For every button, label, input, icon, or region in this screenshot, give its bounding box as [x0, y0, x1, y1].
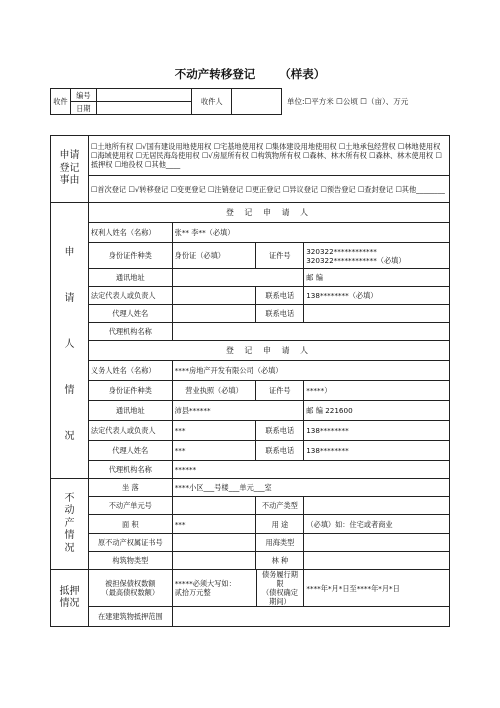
party1-legal-value[interactable]: [172, 287, 256, 305]
use-value[interactable]: （必填）如：住宅或者商业: [304, 515, 450, 534]
vertical-char: 况: [64, 430, 75, 442]
party2-legal-label: 法定代表人或负责人: [88, 421, 172, 441]
period-label: [256, 570, 304, 607]
use-label: 用 途: [256, 515, 304, 534]
area-label: 面 积: [88, 515, 172, 534]
vertical-char: 情: [64, 384, 75, 396]
application-label-line: 登记: [59, 162, 80, 174]
property-label-char: 情: [64, 530, 75, 542]
party2-name-label: 义务人姓名（名称）: [88, 361, 172, 381]
receiver-field[interactable]: [232, 89, 282, 115]
party2-legal-value[interactable]: ***: [172, 421, 256, 441]
party2-postcode-value: 221600: [325, 406, 353, 415]
party2-postcode-label: 邮 编: [306, 406, 323, 415]
party1-id-no-value[interactable]: [304, 243, 450, 269]
property-table: [50, 478, 450, 570]
tree-label: 林 种: [256, 552, 304, 570]
orig-cert-value[interactable]: [172, 534, 256, 552]
party1-id-no-line: 320322************（必填）: [306, 255, 406, 265]
party1-phone-value[interactable]: 138********（必填）: [304, 287, 450, 305]
date-label: 日期: [70, 102, 96, 115]
number-field[interactable]: [96, 89, 192, 102]
party1-legal-label: 法定代表人或负责人: [88, 287, 172, 305]
amount-label: [88, 570, 172, 607]
application-label-line: 申请: [59, 150, 80, 162]
party1-id-type-value[interactable]: 身份证（必填）: [172, 243, 256, 269]
area-value[interactable]: ***: [172, 515, 256, 534]
party1-agent-phone-value[interactable]: [304, 305, 450, 323]
party2-address-value[interactable]: 沛县******: [172, 401, 304, 421]
application-label-line: 事由: [59, 175, 80, 187]
amount-label-line: （最高债权数额）: [101, 588, 160, 597]
sea-use-value[interactable]: [304, 534, 450, 552]
amount-value-line: 贰拾万元整: [174, 588, 211, 597]
vertical-char: 请: [64, 292, 75, 304]
party1-postcode-label: 邮 编: [306, 273, 323, 282]
amount-label-line: 被担保债权数额: [105, 579, 156, 588]
receipt-table: [50, 88, 282, 115]
property-label-char: 况: [64, 542, 75, 554]
period-value[interactable]: ****年*月*日至****年*月*日: [304, 570, 450, 607]
party1-name-value[interactable]: 张** 李**（必填）: [172, 223, 449, 243]
property-label-char: 产: [64, 517, 75, 529]
party2-agent-phone-label: 联系电话: [256, 441, 304, 461]
vertical-char: 人: [64, 338, 75, 350]
orig-cert-label: 原不动产权属证书号: [88, 534, 172, 552]
party2-header: 登 记 申 请 人: [88, 341, 449, 361]
mortgage-vertical-label: [51, 570, 89, 627]
party2-id-type-value[interactable]: 营业执照（必填）: [172, 381, 256, 401]
party2-agency-value[interactable]: ******: [172, 461, 449, 479]
unit-no-label: 不动产单元号: [88, 497, 172, 515]
rights-options[interactable]: ☐土地所有权 ☐√国有建设用地使用权 ☐宅基地使用权 ☐集体建设用地使用权 ☐土地承包经营权 ☐林地使用权 ☐海域使用权 ☐无居民海岛使用权 ☐√房屋所有权 ☐构筑物所有权 ☐森林、林木所有权 ☐森林、林木使用权 ☐抵押权 ☐地役权 ☐其他____: [88, 136, 449, 176]
receiver-label: 收件人: [192, 89, 232, 115]
party1-agent-value[interactable]: [172, 305, 256, 323]
date-field[interactable]: [96, 102, 192, 115]
party1-header: 登 记 申 请 人: [88, 203, 449, 223]
mortgage-table: [50, 569, 450, 627]
party1-postcode[interactable]: [304, 269, 450, 287]
party1-agent-phone-label: 联系电话: [256, 305, 304, 323]
amount-value-line: *****必须大写如：: [174, 579, 236, 588]
property-label-char: 动: [64, 505, 75, 517]
vertical-char: 申: [64, 246, 75, 258]
tree-value[interactable]: [304, 552, 450, 570]
party2-agent-phone-value[interactable]: 138********: [304, 441, 450, 461]
party2-id-no-value[interactable]: *****）: [304, 381, 450, 401]
mortgage-label-line: 抵押: [59, 585, 80, 597]
title-text: 不动产转移登记: [174, 67, 256, 81]
location-value[interactable]: ****小区___号楼___单元___室: [172, 479, 449, 497]
party1-agency-label: 代理机构名称: [88, 323, 172, 341]
party1-id-no-line: 320322************: [306, 246, 377, 256]
party1-address-label: 通讯地址: [88, 269, 172, 287]
party1-name-label: 权利人姓名（名称）: [88, 223, 172, 243]
party2-phone-value[interactable]: 138********: [304, 421, 450, 441]
period-label-line: （债权确定期间）: [261, 588, 298, 606]
structure-label: 构筑物类型: [88, 552, 172, 570]
property-type-value[interactable]: [304, 497, 450, 515]
party2-id-no-label: 证件号: [256, 381, 304, 401]
party1-agency-value[interactable]: [172, 323, 449, 341]
application-label: [51, 136, 89, 203]
registration-type-options[interactable]: ☐首次登记 ☐√转移登记 ☐变更登记 ☐注销登记 ☐更正登记 ☐异议登记 ☐预告登记 ☐查封登记 ☐其他________: [88, 176, 449, 203]
property-type-label: 不动产类型: [256, 497, 304, 515]
party1-id-type-label: 身份证件种类: [88, 243, 172, 269]
number-label: 编号: [70, 89, 96, 102]
application-table: [50, 135, 450, 203]
page-title: [0, 66, 500, 82]
party2-phone-label: 联系电话: [256, 421, 304, 441]
party1-agent-label: 代理人姓名: [88, 305, 172, 323]
party2-address-label: 通讯地址: [88, 401, 172, 421]
amount-value[interactable]: [172, 570, 256, 607]
party2-name-value[interactable]: ****房地产开发有限公司（必填）: [172, 361, 449, 381]
period-label-line: 债务履行期限: [261, 570, 298, 588]
applicant-vertical-label: [51, 203, 89, 479]
party2-agent-value[interactable]: ***: [172, 441, 256, 461]
sea-use-label: 用海类型: [256, 534, 304, 552]
unit-no-value[interactable]: [172, 497, 256, 515]
units-line: 单位:☐平方米 ☐公顷 ☐（亩）、万元: [287, 97, 409, 106]
party1-phone-label: 联系电话: [256, 287, 304, 305]
property-label-char: 不: [64, 492, 75, 504]
property-vertical-label: [51, 479, 89, 570]
applicant-table: [50, 202, 450, 479]
party2-agency-label: 代理机构名称: [88, 461, 172, 479]
party1-address-value[interactable]: [172, 269, 304, 287]
location-label: 坐 落: [88, 479, 172, 497]
scope-label: 在建建筑物抵押范围: [88, 607, 172, 627]
party2-postcode[interactable]: [304, 401, 450, 421]
title-tag: （样表）: [279, 67, 326, 81]
party2-id-type-label: 身份证件种类: [88, 381, 172, 401]
mortgage-label-line: 情况: [59, 598, 80, 609]
party1-id-no-label: 证件号: [256, 243, 304, 269]
party2-agent-label: 代理人姓名: [88, 441, 172, 461]
receipt-label: 收件: [51, 89, 71, 115]
structure-value[interactable]: [172, 552, 256, 570]
scope-value[interactable]: [172, 607, 449, 627]
